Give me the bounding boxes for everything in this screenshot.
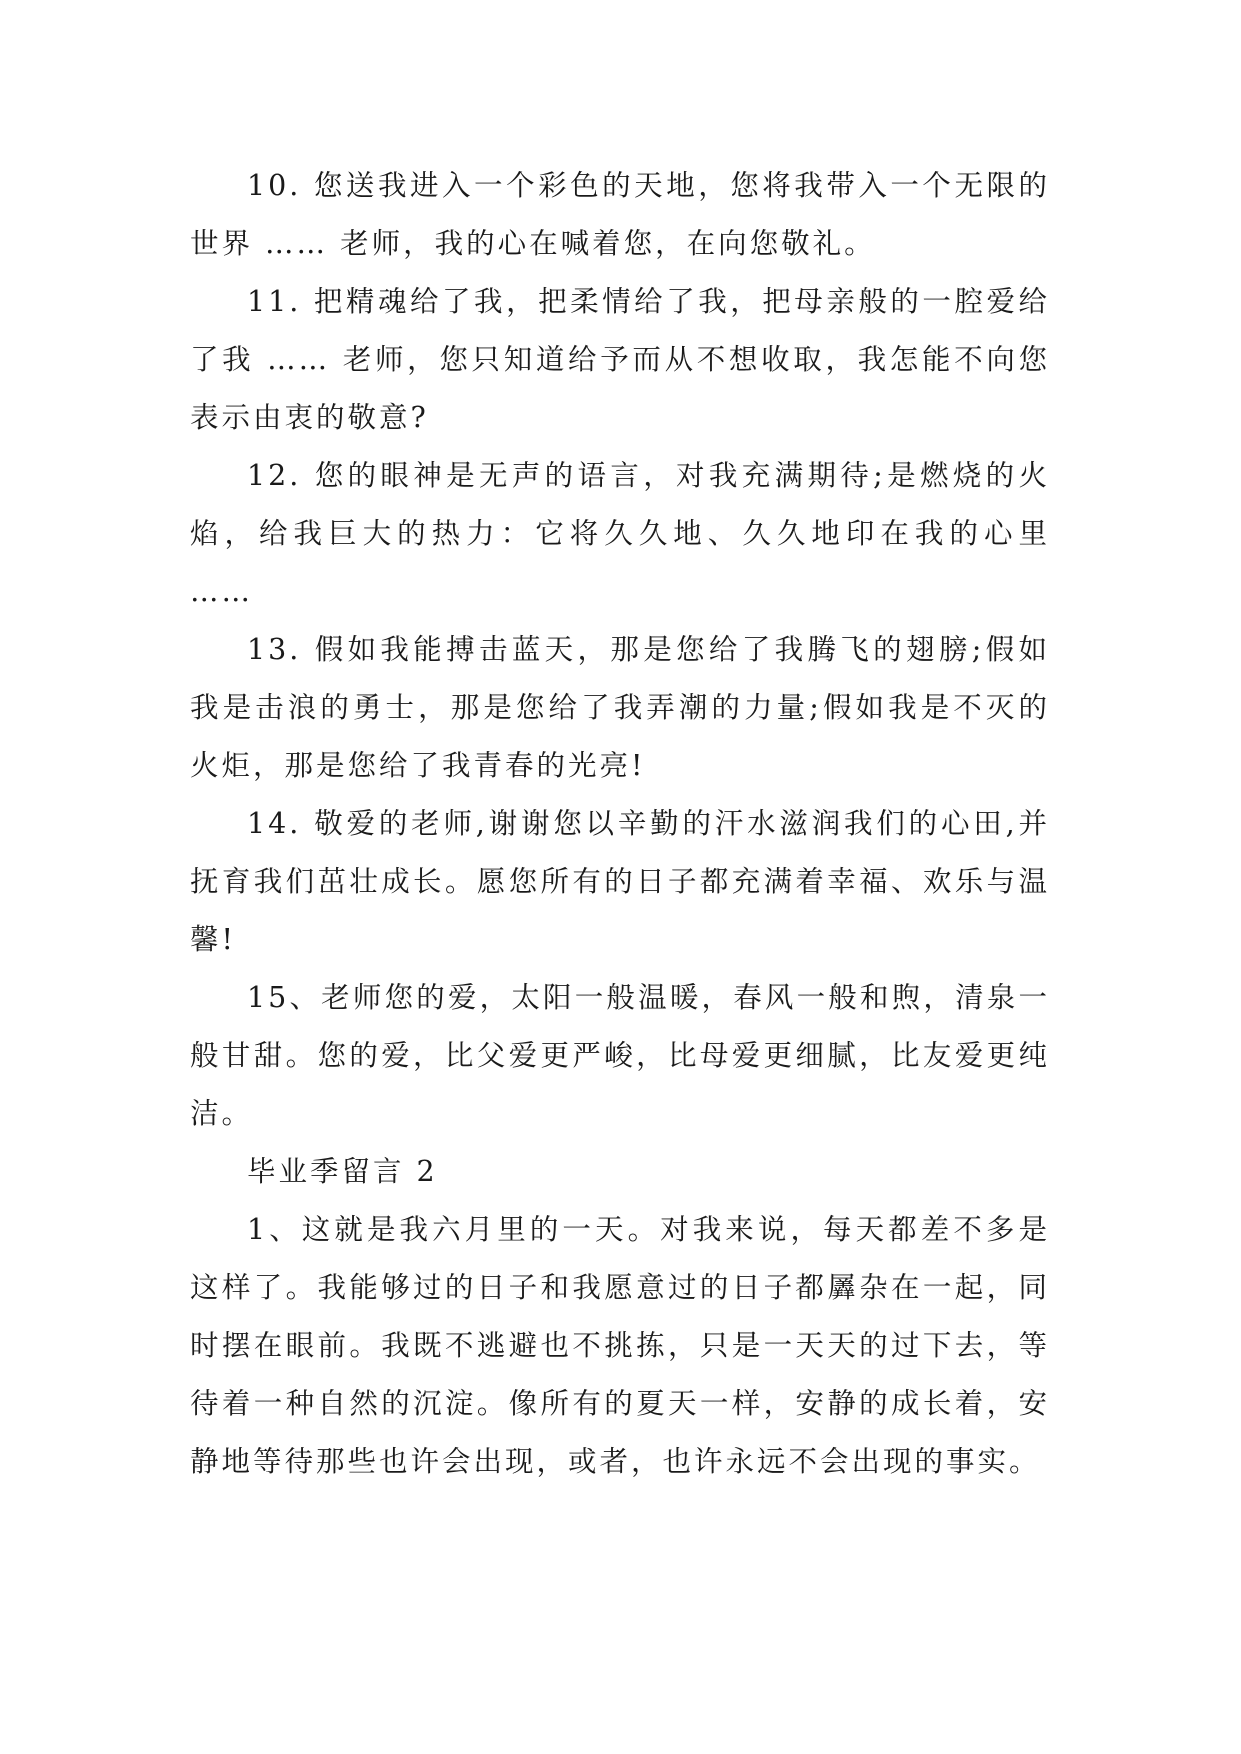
list-item: 14. 敬爱的老师,谢谢您以辛勤的汗水滋润我们的心田,并抚育我们茁壮成长。愿您所有的日子都充满着幸福、欢乐与温馨! — [190, 807, 1050, 956]
list-item: 12. 您的眼神是无声的语言，对我充满期待;是燃烧的火焰，给我巨大的热力：它将久久地、久久地印在我的心里 …… — [190, 459, 1050, 608]
list-item: 10. 您送我进入一个彩色的天地，您将我带入一个无限的世界 …… 老师，我的心在喊着您，在向您敬礼。 — [190, 169, 1050, 260]
section-heading: 毕业季留言 2 — [247, 1155, 438, 1188]
list-item: 11. 把精魂给了我，把柔情给了我，把母亲般的一腔爱给了我 …… 老师，您只知道给予而从不想收取，我怎能不向您表示由衷的敬意? — [190, 285, 1050, 434]
list-item: 15、老师您的爱，太阳一般温暖，春风一般和煦，清泉一般甘甜。您的爱，比父爱更严峻，比母爱更细腻，比友爱更纯洁。 — [190, 981, 1050, 1130]
list-item: 13. 假如我能搏击蓝天，那是您给了我腾飞的翅膀;假如我是击浪的勇士，那是您给了我弄潮的力量;假如我是不灭的火炬，那是您给了我青春的光亮! — [190, 633, 1050, 782]
document-body — [190, 157, 1050, 1491]
list-item: 1、这就是我六月里的一天。对我来说，每天都差不多是这样了。我能够过的日子和我愿意过的日子都羼杂在一起，同时摆在眼前。我既不逃避也不挑拣，只是一天天的过下去，等待着一种自然的沉淀。像所有的夏天一样，安静的成长着，安静地等待那些也许会出现，或者，也许永远不会出现的事实。 — [190, 1213, 1050, 1478]
